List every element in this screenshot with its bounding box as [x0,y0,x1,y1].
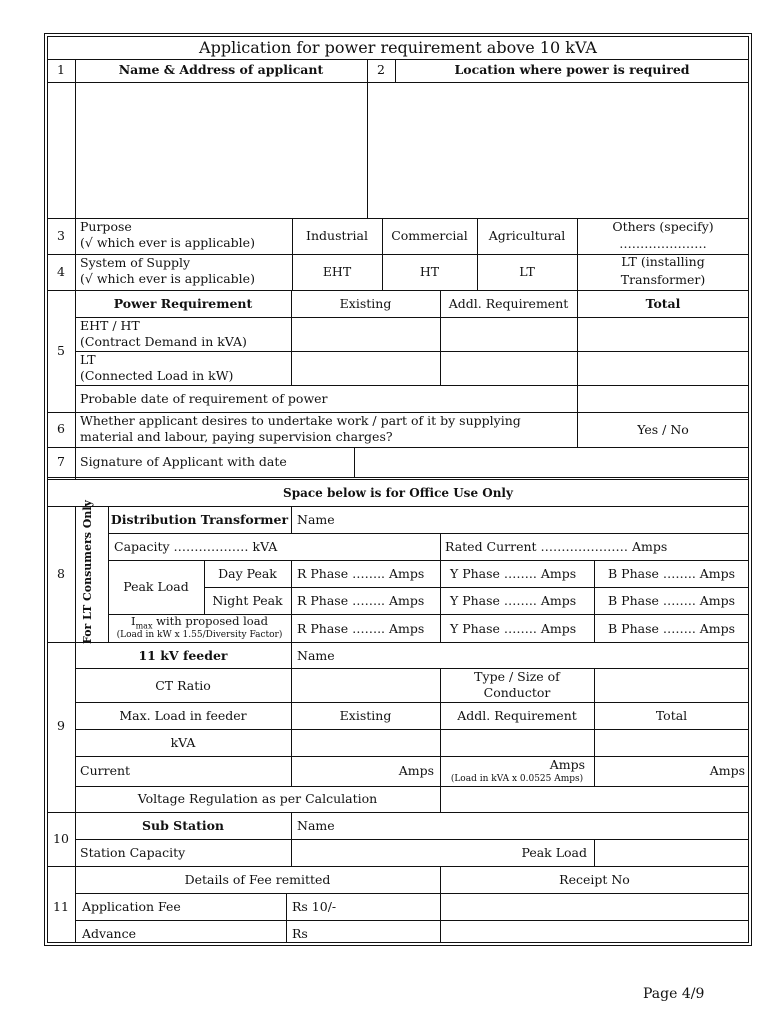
divider-line [204,587,749,588]
divider-line [75,317,749,318]
amps-note: (Load in kVA x 0.0525 Amps) [450,774,584,784]
fee-details-header: Details of Fee remitted [184,872,331,887]
lt-consumers-vertical-label: For LT Consumers Only [81,500,94,644]
option-others[interactable]: Others (specify) [612,219,714,234]
divider-line [47,812,749,813]
night-y-phase: Y Phase …….. Amps [450,593,577,608]
row-number: 6 [57,421,65,436]
divider-line [75,839,749,840]
row-number: 7 [57,454,65,469]
distribution-transformer-header: Distribution Transformer [110,512,289,527]
total-amps: Amps [709,763,745,778]
max-load-label: Max. Load in feeder [119,708,247,723]
existing-amps: Amps [398,763,434,778]
option-lt-transformer-line1[interactable]: LT (installing [621,254,705,269]
probable-date-label: Probable date of requirement of power [80,391,328,406]
divider-line [286,893,287,943]
applicant-address-field[interactable] [76,83,366,217]
page-number: Page 4/9 [643,986,705,1002]
divider-line [47,642,749,643]
voltage-regulation-label: Voltage Regulation as per Calculation [137,791,378,806]
divider-line [75,702,749,703]
signature-field[interactable] [355,448,748,477]
row-number: 5 [57,343,65,358]
contract-demand-label: (Contract Demand in kVA) [80,334,247,349]
divider-line [47,290,749,291]
row-number: 2 [377,62,385,77]
feeder-existing-header: Existing [339,708,392,723]
others-dots: ………………… [619,236,707,251]
divider-line [594,839,595,866]
imax-symbol: I [131,614,136,628]
advance-amount: Rs [292,926,308,941]
divider-line [47,866,749,867]
applicant-name-header: Name & Address of applicant [118,62,324,77]
divider-line [291,812,292,866]
transformer-name-label: Name [297,512,335,527]
imax-y-phase: Y Phase …….. Amps [450,621,577,636]
conductor-label-line1: Type / Size of [474,669,560,684]
row-number: 1 [57,62,65,77]
application-fee-label: Application Fee [82,899,181,914]
day-y-phase: Y Phase …….. Amps [450,566,577,581]
rated-current: Rated Current ………………… Amps [445,539,668,554]
form-title: Application for power requirement above 10 kVA [199,38,597,57]
addl-amps: Amps [549,757,585,772]
row-number: 3 [57,228,65,243]
option-commercial[interactable]: Commercial [391,228,468,243]
addl-requirement-header: Addl. Requirement [448,296,569,311]
imax-note: (Load in kW x 1.55/Diversity Factor) [116,630,283,640]
yes-no-answer[interactable]: Yes / No [637,422,689,437]
option-eht[interactable]: EHT [322,264,352,279]
supply-hint: (√ which ever is applicable) [80,271,255,286]
divider-line [440,533,441,642]
conductor-label-line2: Conductor [483,685,551,700]
transformer-capacity: Capacity ……………… kVA [114,539,278,554]
purpose-label: Purpose [80,219,132,234]
day-r-phase: R Phase …….. Amps [297,566,425,581]
eht-ht-label: EHT / HT [80,318,140,333]
location-header: Location where power is required [454,62,690,77]
divider-line [75,920,749,921]
option-lt-transformer-line2[interactable]: Transformer) [620,272,706,287]
current-label: Current [80,763,131,778]
receipt-no-header: Receipt No [559,872,630,887]
existing-header: Existing [339,296,392,311]
divider-line [47,479,749,480]
option-industrial[interactable]: Industrial [306,228,368,243]
office-use-header: Space below is for Office Use Only [283,486,513,500]
divider-line [291,506,292,533]
location-field[interactable] [368,83,748,217]
imax-text: with proposed load [152,614,268,628]
row-number: 4 [57,264,65,279]
feeder-name-label: Name [297,648,335,663]
work-question-line2: material and labour, paying supervision charges? [80,429,393,444]
substation-header: Sub Station [141,818,225,833]
feeder-header: 11 kV feeder [138,648,228,663]
lt-label: LT [80,352,96,367]
divider-line [108,533,749,534]
ct-ratio-label: CT Ratio [155,678,211,693]
day-peak-label: Day Peak [218,566,277,581]
station-capacity-label: Station Capacity [80,845,186,860]
day-b-phase: B Phase …….. Amps [608,566,736,581]
purpose-hint: (√ which ever is applicable) [80,235,255,250]
option-agricultural[interactable]: Agricultural [488,228,566,243]
divider-line [75,351,749,352]
substation-peak-load-label: Peak Load [521,845,587,860]
peak-load-label: Peak Load [123,579,189,594]
divider-line [75,893,749,894]
signature-label: Signature of Applicant with date [80,454,287,469]
power-requirement-header: Power Requirement [113,296,253,311]
divider-line [47,59,749,60]
feeder-addl-header: Addl. Requirement [457,708,577,723]
night-peak-label: Night Peak [212,593,283,608]
row-number: 10 [53,831,69,846]
imax-r-phase: R Phase …….. Amps [297,621,425,636]
work-question-line1: Whether applicant desires to undertake work / part of it by supplying [80,413,521,428]
imax-b-phase: B Phase …….. Amps [608,621,736,636]
substation-name-label: Name [297,818,335,833]
connected-load-label: (Connected Load in kW) [80,368,234,383]
night-b-phase: B Phase …….. Amps [608,593,736,608]
option-ht[interactable]: HT [419,264,440,279]
divider-line [75,786,749,787]
divider-line [47,506,749,507]
kva-label: kVA [170,735,196,750]
feeder-total-header: Total [655,708,688,723]
total-header: Total [645,296,681,311]
divider-line [75,385,749,386]
imax-subscript: max [135,621,153,631]
row-number: 8 [57,566,65,581]
divider-line [47,477,749,478]
divider-line [75,729,749,730]
row-number: 11 [53,899,69,914]
night-r-phase: R Phase …….. Amps [297,593,425,608]
divider-line [75,668,749,669]
advance-label: Advance [82,926,136,941]
application-fee-amount: Rs 10/- [292,899,337,914]
row-number: 9 [57,718,65,733]
supply-label: System of Supply [80,255,191,270]
option-lt[interactable]: LT [519,264,535,279]
divider-line [291,560,292,642]
divider-line [594,560,595,642]
divider-line [75,756,749,757]
